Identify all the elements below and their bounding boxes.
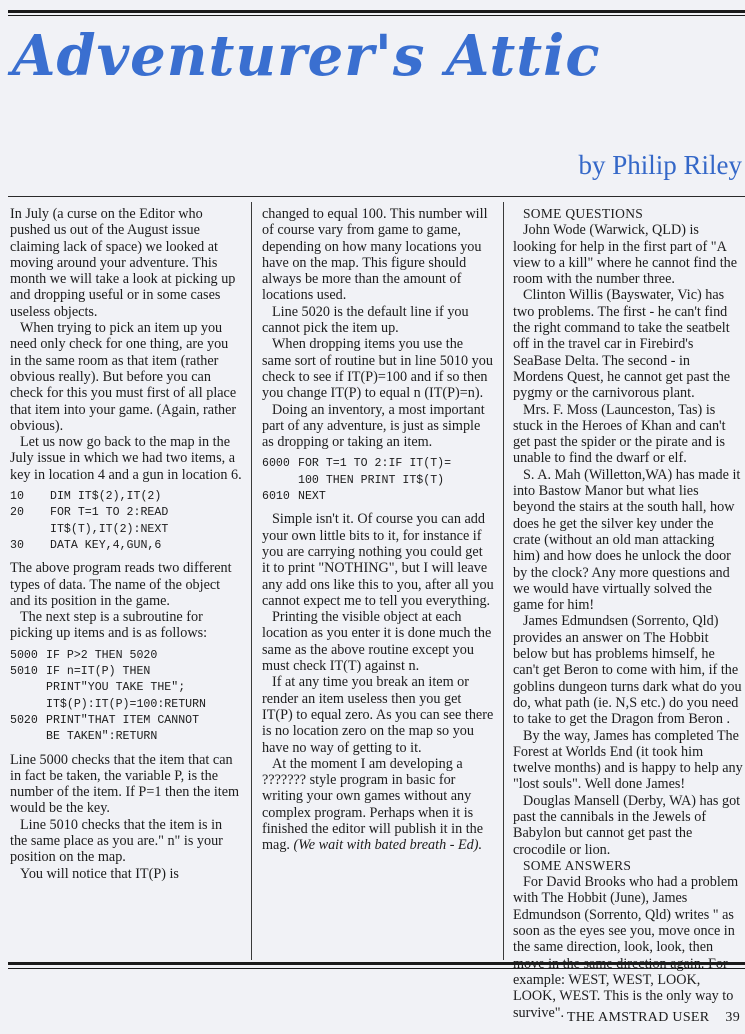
code-listing — [10, 489, 242, 554]
paragraph: When dropping items you use the same sort of routine but in line 5010 you check to see if IT(P)=100 and if so then you change IT(P) to equal n (IT(P)=n). — [262, 336, 493, 402]
code-line: 20 FOR T=1 TO 2:READ — [10, 506, 169, 520]
paragraph: Douglas Mansell (Derby, WA) has got past the cannibals in the Jewels of Babylon but cannot get past the crocodile or lion. — [513, 792, 741, 858]
top-rule-thin — [8, 15, 745, 16]
paragraph: Line 5000 checks that the item that can in fact be taken, the variable P, is the number of the item. If P=1 then the item would be the key. — [10, 751, 240, 817]
paragraph — [262, 756, 494, 854]
paragraph: S. A. Mah (Willetton,WA) has made it into Bastow Manor but what lies beyond the stairs at the south hall, how does he get the silver key under the crate (without an old man attacking him) and how does he unlock the door by the clock? Any more questions and we would have virtually solved the game for him! — [513, 466, 741, 614]
top-rule — [8, 10, 745, 13]
paragraph: The above program reads two different types of data. The name of the object and its position in the game. — [10, 560, 232, 609]
paragraph-text: At the moment I am developing a ??????? style program in basic for writing your own games without any complex program. Perhaps when it is finished the editor will publish it in the mag. — [262, 755, 484, 854]
column-1 — [10, 206, 242, 882]
paragraph: changed to equal 100. This number will of course vary from game to game, depending on how many locations you have on the map. This figure should always be more than the amount of locations used. — [262, 206, 488, 304]
paragraph: When trying to pick an item up you need only check for one thing, are you in the same room as that item (rather obvious really). But before you can check for this you must first of all place that item into your game. (Again, rather obvious). — [10, 320, 237, 434]
section-heading: SOME QUESTIONS — [523, 206, 644, 221]
paragraph: Line 5020 is the default line if you cannot pick the item up. — [262, 303, 469, 337]
paragraph: In July (a curse on the Editor who pushed us out of the August issue claiming lack of space) we looked at moving around your adventure. This month we will take a look at picking up and dropping useful or in some cases useless objects. — [10, 206, 236, 320]
paragraph: Line 5010 checks that the item is in the same place as you are." n" is your position on the map. — [10, 816, 223, 866]
code-line: 5000 IF P>2 THEN 5020 — [10, 648, 158, 662]
paragraph: Simple isn't it. Of course you can add your own little bits to it, for instance if you are carrying nothing you could get it to print "NOTHING", but I will leave any add ons like this to you, after all you cannot expect me to tell you everything. — [262, 511, 494, 609]
code-line: IT$(T),IT(2):NEXT — [50, 522, 169, 536]
code-line: 5020 PRINT"THAT ITEM CANNOT — [10, 713, 200, 727]
paragraph: By the way, James has completed The Forest at Worlds End (it took him twelve months) and is happy to help any "lost souls". Well done James! — [513, 727, 743, 793]
publication-name: THE AMSTRAD USER — [566, 1010, 710, 1025]
column-3 — [513, 206, 743, 1021]
code-line: 100 THEN PRINT IT$(T) — [298, 473, 445, 487]
column-divider — [251, 202, 252, 960]
code-line: BE TAKEN":RETURN — [46, 730, 158, 744]
code-line: IT$(P):IT(P)=100:RETURN — [46, 697, 207, 711]
paragraph: You will notice that IT(P) is — [20, 865, 179, 882]
code-listing — [262, 456, 494, 505]
editor-note: (We wait with bated breath - Ed). — [293, 837, 483, 854]
page-footer — [567, 1010, 740, 1026]
code-line: PRINT"YOU TAKE THE"; — [46, 681, 186, 695]
paragraph: John Wode (Warwick, QLD) is looking for help in the first part of "A view to a kill" where he cannot find the room with the number three. — [513, 222, 738, 288]
paragraph: If at any time you break an item or render an item useless then you get IT(P) to equal zero. As you can see there is no location zero on the map so you have no way of getting to it. — [262, 674, 494, 756]
header-divider — [8, 196, 745, 197]
paragraph: Printing the visible object at each location as you enter it is done much the same as the above routine except you must check IT(T) against n. — [262, 609, 492, 675]
column-divider — [503, 202, 504, 960]
paragraph: Clinton Willis (Bayswater, Vic) has two problems. The first - he can't find the right command to take the seatbelt off in the travel car in Firebird's SeaBase Delta. The second - in Mordens Quest, he cannot get past the pygmy or the carnivorous plant. — [513, 287, 731, 402]
bottom-rule — [8, 962, 745, 965]
paragraph: Let us now go back to the map in the July issue in which we had two items, a key in location 4 and a gun in location 6. — [10, 434, 242, 483]
paragraph: Doing an inventory, a most important part of any adventure, is just as simple as dropping or taking an item. — [262, 401, 485, 451]
code-line: 6010 NEXT — [262, 490, 326, 504]
article-title: Adventurer's Attic — [12, 23, 601, 89]
article-byline: by Philip Riley — [578, 150, 742, 180]
paragraph: James Edmundsen (Sorrento, Qld) provides an answer on The Hobbit below but has problems himself, he can't get Beron to come with him, if the goblins dungeon turns dark what do you do, what path (ie. N,S etc.) do you need to take to get the Dragon from Beron . — [513, 613, 742, 728]
code-line: 6000 FOR T=1 TO 2:IF IT(T)= — [262, 457, 452, 471]
page-number: 39 — [725, 1010, 740, 1025]
code-line: 10 DIM IT$(2),IT(2) — [10, 490, 162, 504]
code-listing — [10, 648, 242, 746]
column-2 — [262, 206, 494, 854]
paragraph: The next step is a subroutine for picking up items and is as follows: — [10, 609, 208, 642]
code-line: 30 DATA KEY,4,GUN,6 — [10, 538, 162, 552]
code-line: 5010 IF n=IT(P) THEN — [10, 665, 151, 679]
section-heading: SOME ANSWERS — [523, 857, 632, 873]
paragraph: Mrs. F. Moss (Launceston, Tas) is stuck in the Heroes of Khan and can't get past the spider or the pirate and is unable to find the dwarf or elf. — [513, 401, 726, 467]
bottom-rule-thin — [8, 968, 745, 969]
paragraph: For David Brooks who had a problem with The Hobbit (June), James Edmundson (Sorrento, Qld) writes " as soon as the eyes see you, move once in the same direction, look, look, then example: WEST, WEST, LOOK, LOOK, WEST. This is the only way to survive". — [513, 874, 739, 1021]
